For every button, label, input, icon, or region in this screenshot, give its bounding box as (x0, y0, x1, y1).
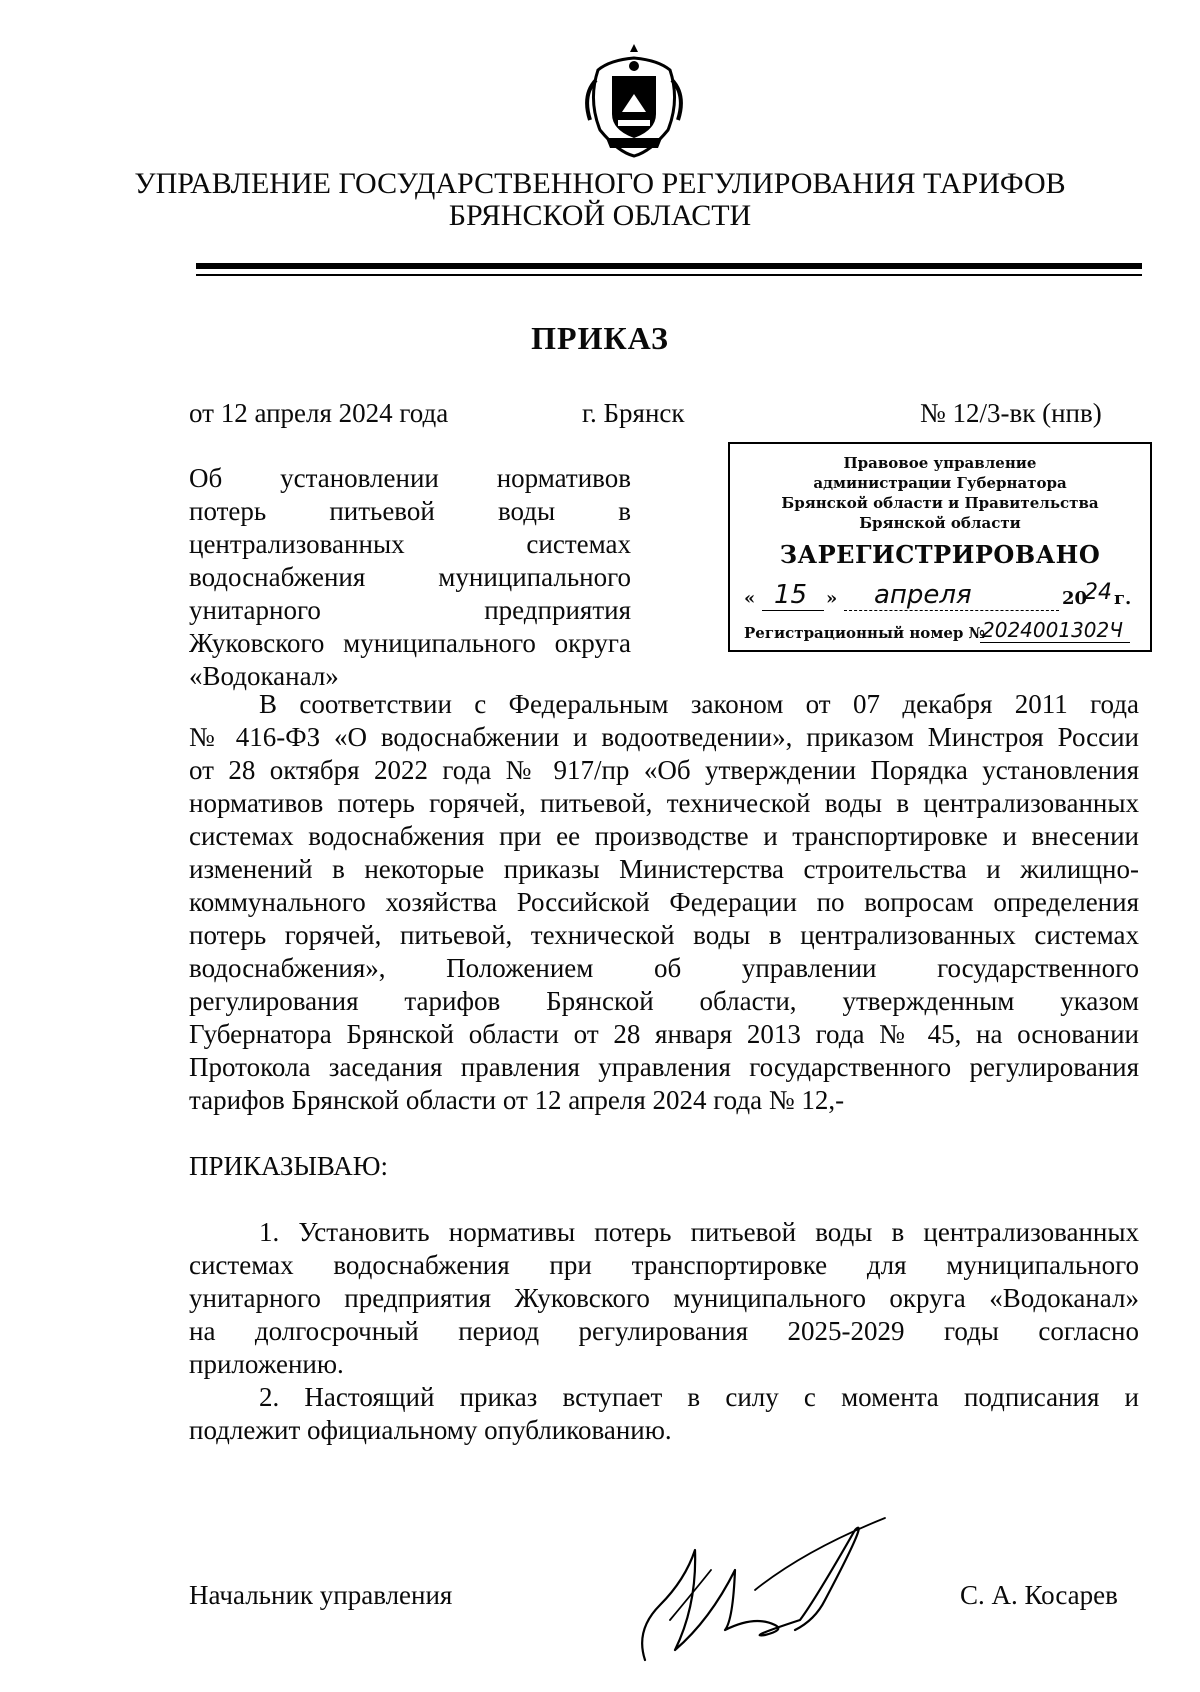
item-line: унитарного предприятия Жуковского муниципального округа «Водоканал» (189, 1283, 1139, 1313)
stamp-date-row (744, 580, 1139, 614)
stamp-year-unit: г. (1114, 588, 1132, 609)
item-line: 2. Настоящий приказ вступает в силу с момента подписания и (259, 1382, 1139, 1412)
order-date: от 12 апреля 2024 года (189, 398, 449, 428)
signatory-position: Начальник управления (189, 1580, 453, 1610)
subject-line: Жуковского муниципального округа (189, 628, 631, 658)
item-line: системах водоснабжения при транспортировке для муниципального (189, 1250, 1139, 1280)
stamp-year-prefix: 20 (1062, 588, 1088, 609)
stamp-line: Брянской области (859, 514, 1021, 532)
preamble-line: потерь горячей, питьевой, технической воды в централизованных системах (189, 920, 1139, 950)
order-word: ПРИКАЗЫВАЮ: (189, 1151, 388, 1181)
preamble-line: нормативов потерь горячей, питьевой, технической воды в централизованных (189, 788, 1139, 818)
item-line: на долгосрочный период регулирования 2025-2029 годы согласно (189, 1316, 1139, 1346)
registration-stamp (728, 442, 1152, 652)
signatory-name: С. А. Косарев (960, 1580, 1118, 1610)
preamble-line: изменений в некоторые приказы Министерства строительства и жилищно- (189, 854, 1139, 884)
order-city: г. Брянск (582, 398, 685, 428)
organization-name-line2: БРЯНСКОЙ ОБЛАСТИ (448, 199, 752, 232)
stamp-day: 15 (774, 580, 808, 610)
item-line: подлежит официальному опубликованию. (189, 1415, 672, 1445)
preamble-line: тарифов Брянской области от 12 апреля 2024 года № 12,- (189, 1085, 845, 1115)
preamble (189, 688, 1139, 1117)
stamp-quote-open: « (744, 588, 756, 609)
stamp-month-underline (844, 610, 1059, 611)
order-item-2 (189, 1381, 1139, 1447)
stamp-reg-row (744, 620, 1144, 648)
subject-line: унитарного предприятия (189, 595, 631, 625)
stamp-line: Правовое управление (843, 454, 1037, 472)
preamble-line: В соответствии с Федеральным законом от 07 декабря 2011 года (259, 689, 1139, 719)
stamp-reg-number: 2024001302Ч (982, 618, 1123, 642)
subject-line: централизованных системах (189, 529, 631, 559)
stamp-month: апреля (874, 580, 972, 610)
subject-line: водоснабжения муниципального (189, 562, 631, 592)
stamp-year-suffix: 24 (1084, 580, 1112, 605)
preamble-line: водоснабжения», Положением об управлении государственного (189, 953, 1139, 983)
subject-line: «Водоканал» (189, 661, 339, 691)
stamp-registered: ЗАРЕГИСТРИРОВАНО (779, 540, 1101, 569)
preamble-line: коммунального хозяйства Российской Федерации по вопросам определения (189, 887, 1139, 917)
stamp-reg-label: Регистрационный номер № (744, 624, 985, 642)
preamble-line: Протокола заседания правления управления государственного регулирования (189, 1052, 1139, 1082)
subject-line: Об установлении нормативов (189, 463, 631, 493)
preamble-line: Губернатора Брянской области от 28 января 2013 года № 45, на основании (189, 1019, 1139, 1049)
item-line: приложению. (189, 1349, 344, 1379)
order-subject (189, 462, 631, 693)
handwritten-signature (615, 1510, 895, 1680)
preamble-line: системах водоснабжения при ее производстве и транспортировке и внесении (189, 821, 1139, 851)
stamp-reg-underline (980, 642, 1130, 643)
stamp-line: Брянской области и Правительства (781, 494, 1099, 512)
document-title: ПРИКАЗ (531, 320, 669, 356)
stamp-day-underline (762, 610, 824, 611)
preamble-line: № 416-ФЗ «О водоснабжении и водоотведении», приказом Минстроя России (189, 722, 1139, 752)
order-number: № 12/3-вк (нпв) (920, 398, 1102, 428)
coat-of-arms-emblem (578, 40, 690, 158)
item-line: 1. Установить нормативы потерь питьевой воды в централизованных (259, 1217, 1139, 1247)
subject-line: потерь питьевой воды в (189, 496, 631, 526)
preamble-line: от 28 октября 2022 года № 917/пр «Об утверждении Порядка установления (189, 755, 1139, 785)
stamp-line: администрации Губернатора (813, 474, 1067, 492)
header-rule-thin (196, 274, 1142, 276)
stamp-quote-close: » (826, 588, 838, 609)
organization-name-line1: УПРАВЛЕНИЕ ГОСУДАРСТВЕННОГО РЕГУЛИРОВАНИЯ ТАРИФОВ (134, 167, 1066, 200)
preamble-line: регулирования тарифов Брянской области, утвержденным указом (189, 986, 1139, 1016)
order-item-1 (189, 1216, 1139, 1381)
header-rule-thick (196, 263, 1142, 269)
